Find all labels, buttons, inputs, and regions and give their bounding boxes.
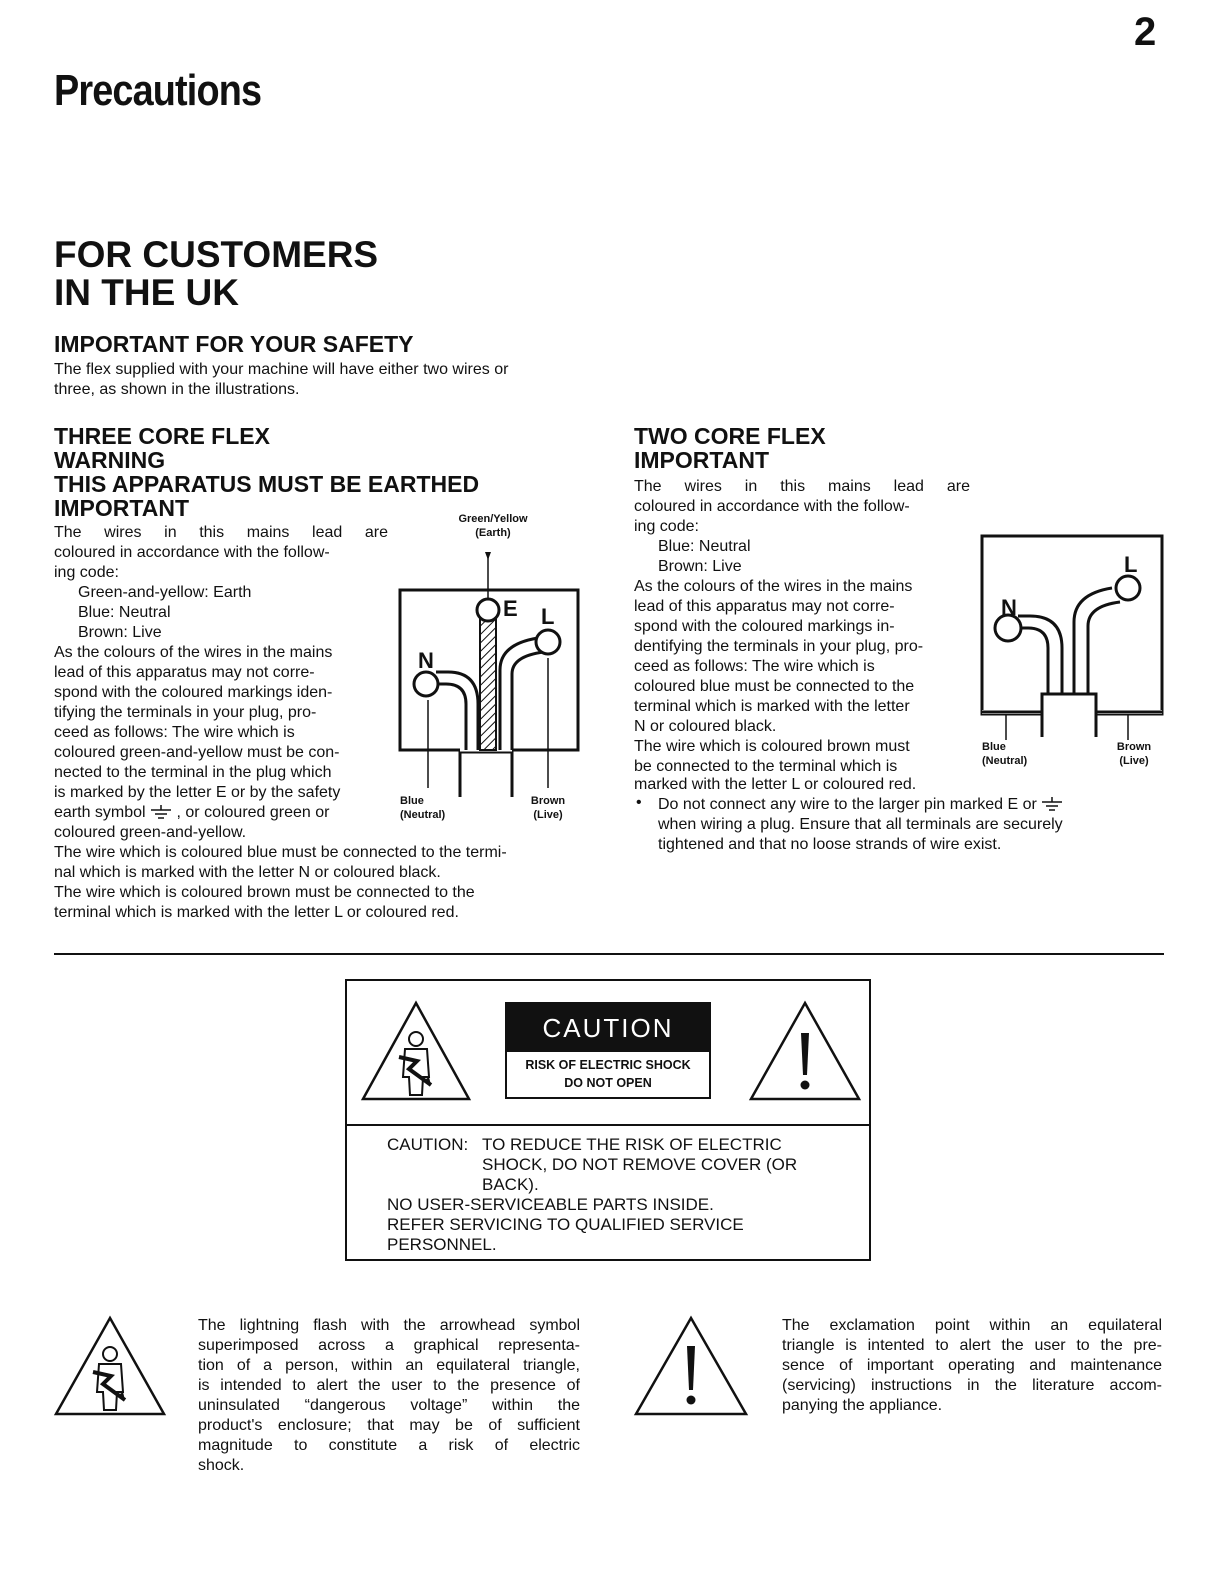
safety-intro-line: three, as shown in the illustrations. <box>54 381 300 398</box>
three-core-body-line: tifying the terminals in your plug, pro- <box>54 704 317 721</box>
lightning-note-line: shock. <box>198 1457 245 1474</box>
lightning-person-warning-icon <box>359 999 473 1105</box>
page-title: Precautions <box>54 66 262 115</box>
exclamation-note <box>782 1316 1162 1416</box>
two-core-body-line: dentifying the terminals in your plug, pro- <box>634 638 924 655</box>
two-core-code: Brown: Live <box>658 558 742 575</box>
blue-wire-label <box>982 740 1044 768</box>
lightning-note-line: The lightning flash with the arrowhead symbol <box>198 1317 580 1334</box>
lightning-person-warning-icon <box>52 1314 168 1418</box>
three-core-heading: WARNING <box>54 447 166 473</box>
three-core-intro-line: The wires in this mains lead are <box>54 524 388 541</box>
three-core-wide-line: terminal which is marked with the letter L or coloured red. <box>54 904 459 921</box>
terminal-n-label: N <box>1001 595 1017 620</box>
three-core-body-line: ceed as follows: The wire which is <box>54 724 295 741</box>
bullet-dot-icon: • <box>636 794 642 811</box>
caution-text <box>387 1135 797 1255</box>
earth-symbol-icon <box>1041 797 1063 811</box>
exclamation-warning-icon <box>632 1314 750 1418</box>
three-core-heading: THIS APPARATUS MUST BE EARTHED <box>54 471 480 497</box>
three-core-wide-line: The wire which is coloured brown must be connected to the <box>54 884 475 901</box>
two-core-body-line: spond with the coloured markings in- <box>634 618 895 635</box>
two-core-plug-diagram <box>978 532 1168 742</box>
exclamation-note-line: (servicing) instructions in the literature accom- <box>782 1377 1162 1394</box>
exclamation-note-line: panying the appliance. <box>782 1397 943 1414</box>
two-core-intro-line: coloured in accordance with the follow- <box>634 498 910 515</box>
terminal-e-label: E <box>503 596 518 621</box>
blue-wire-label <box>400 794 462 822</box>
lightning-note-line: magnitude to constitute a risk of electric <box>198 1437 580 1454</box>
caution-label-sub-line: DO NOT OPEN <box>564 1076 652 1090</box>
blue-wire-label-line: Blue <box>400 795 424 807</box>
caution-divider <box>347 1124 869 1126</box>
caution-prefix: CAUTION: <box>387 1135 469 1154</box>
two-core-bullet-line: when wiring a plug. Ensure that all terminals are securely <box>658 816 1063 833</box>
lightning-note-line: superimposed across a graphical representa- <box>198 1337 580 1354</box>
three-core-code: Blue: Neutral <box>78 604 171 621</box>
two-core-body-line: be connected to the terminal which is <box>634 758 898 775</box>
section-divider <box>54 953 1164 955</box>
two-core-bullet-line: tightened and that no loose strands of wire exist. <box>658 836 1002 853</box>
two-core-body-line: coloured blue must be connected to the <box>634 678 915 695</box>
caution-line: TO REDUCE THE RISK OF ELECTRIC <box>482 1135 782 1154</box>
three-core-body-line: nected to the terminal in the plug which <box>54 764 332 781</box>
safety-intro-line: The flex supplied with your machine will have either two wires or <box>54 361 509 378</box>
two-core-intro-line: The wires in this mains lead are <box>634 478 970 495</box>
brown-wire-label <box>1108 740 1160 768</box>
caution-box <box>345 979 871 1261</box>
two-core-body-line: N or coloured black. <box>634 718 777 735</box>
lightning-note-line: is intended to alert the user to the presence of <box>198 1377 580 1394</box>
lightning-note <box>198 1316 580 1476</box>
three-core-body-end: coloured green-and-yellow. <box>54 824 247 841</box>
earth-wire-label-line: Green/Yellow <box>458 513 528 525</box>
two-core-body-end: marked with the letter L or coloured red. <box>634 776 917 793</box>
exclamation-note-line: triangle is intented to alert the user to the pre- <box>782 1337 1162 1354</box>
two-core-code: Blue: Neutral <box>658 538 751 555</box>
caution-label-sub <box>507 1056 709 1092</box>
section-title <box>54 236 378 312</box>
lightning-note-line: uninsulated “dangerous voltage” within the <box>198 1397 580 1414</box>
terminal-n-label: N <box>418 648 434 673</box>
two-core-text-end <box>634 775 1164 855</box>
two-core-headings <box>634 424 1164 472</box>
two-core-bullet <box>634 795 1164 815</box>
three-core-text <box>54 523 388 843</box>
three-core-wide-text <box>54 843 594 923</box>
three-core-body-line: coloured green-and-yellow must be con- <box>54 744 340 761</box>
brown-wire-label-line: Brown <box>1116 741 1152 753</box>
two-core-body-line: lead of this apparatus may not corre- <box>634 598 895 615</box>
caution-more-line: PERSONNEL. <box>387 1235 497 1254</box>
caution-label <box>505 1002 711 1099</box>
lightning-note-line: product's enclosure; that may be of sufficient <box>198 1417 580 1434</box>
earth-wire-label <box>438 512 548 540</box>
three-core-body-line: lead of this apparatus may not corre- <box>54 664 315 681</box>
caution-label-head: CAUTION <box>507 1004 709 1052</box>
two-core-body-line: ceed as follows: The wire which is <box>634 658 875 675</box>
lightning-note-line: tion of a person, within an equilateral triangle, <box>198 1357 580 1374</box>
three-core-headings <box>54 424 584 520</box>
safety-block <box>54 332 584 400</box>
caution-more-line: REFER SERVICING TO QUALIFIED SERVICE <box>387 1215 744 1234</box>
two-core-body-line: As the colours of the wires in the mains <box>634 578 913 595</box>
two-core-heading: IMPORTANT <box>634 447 770 473</box>
caution-more-line: NO USER-SERVICEABLE PARTS INSIDE. <box>387 1195 714 1214</box>
brown-wire-label-line: (Live) <box>1119 755 1149 767</box>
brown-wire-label <box>522 794 574 822</box>
brown-wire-label-line: Brown <box>530 795 566 807</box>
three-core-body-line: is marked by the letter E or by the safety <box>54 784 341 801</box>
earth-text-before: earth symbol <box>54 804 151 821</box>
caution-label-sub-line: RISK OF ELECTRIC SHOCK <box>525 1058 691 1072</box>
section-title-line: IN THE UK <box>54 272 239 313</box>
two-core-heading: TWO CORE FLEX <box>634 423 826 449</box>
terminal-l-label: L <box>1124 552 1138 577</box>
caution-line: SHOCK, DO NOT REMOVE COVER (OR <box>482 1155 798 1174</box>
three-core-heading: THREE CORE FLEX <box>54 423 270 449</box>
three-core-body-line: spond with the coloured markings iden- <box>54 684 333 701</box>
caution-line: BACK). <box>482 1175 539 1194</box>
two-core-intro-line: ing code: <box>634 518 699 535</box>
two-core-body-line: terminal which is marked with the letter <box>634 698 910 715</box>
blue-wire-label-line: (Neutral) <box>982 755 1028 767</box>
three-core-earth-line <box>54 803 388 823</box>
three-core-wide-line: nal which is marked with the letter N or coloured black. <box>54 864 441 881</box>
three-core-intro-line: ing code: <box>54 564 119 581</box>
earth-symbol-icon <box>150 805 172 819</box>
earth-text-after: , or coloured green or <box>176 804 330 821</box>
page-number: 2 <box>1134 10 1157 54</box>
three-core-intro-line: coloured in accordance with the follow- <box>54 544 330 561</box>
three-core-wide-line: The wire which is coloured blue must be connected to the termi- <box>54 844 507 861</box>
safety-heading: IMPORTANT FOR YOUR SAFETY <box>54 331 414 357</box>
terminal-l-label: L <box>541 604 555 629</box>
brown-wire-label-line: (Live) <box>533 809 563 821</box>
three-core-body-line: As the colours of the wires in the mains <box>54 644 333 661</box>
section-title-line: FOR CUSTOMERS <box>54 234 379 275</box>
two-core-body-line: The wire which is coloured brown must <box>634 738 910 755</box>
two-core-text <box>634 477 970 777</box>
blue-wire-label-line: (Neutral) <box>400 809 446 821</box>
exclamation-warning-icon <box>747 999 863 1105</box>
exclamation-note-line: sence of important operating and maintenance <box>782 1357 1162 1374</box>
bullet-text-before: Do not connect any wire to the larger pin marked E or <box>658 796 1037 813</box>
three-core-heading: IMPORTANT <box>54 495 190 521</box>
three-core-code: Green-and-yellow: Earth <box>78 584 252 601</box>
three-core-code: Brown: Live <box>78 624 162 641</box>
blue-wire-label-line: Blue <box>982 741 1006 753</box>
earth-wire-label-line: (Earth) <box>475 527 511 539</box>
exclamation-note-line: The exclamation point within an equilateral <box>782 1317 1162 1334</box>
